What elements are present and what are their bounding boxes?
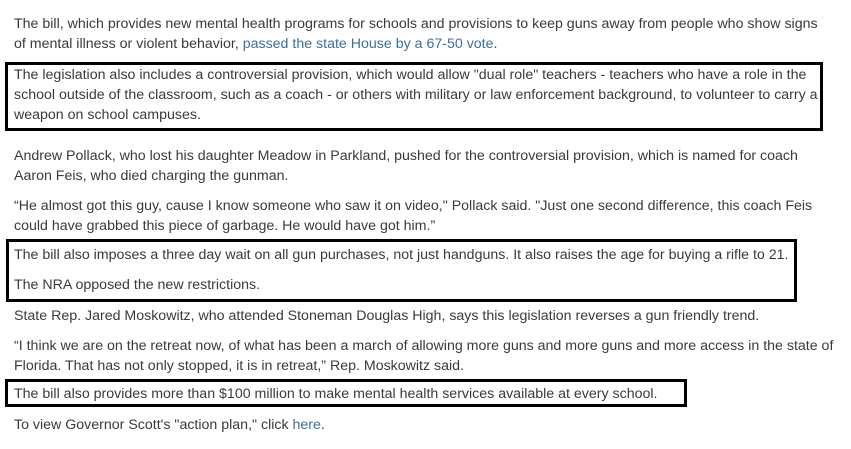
paragraph-nra [14, 275, 260, 295]
text-span: . [493, 36, 498, 52]
text-line: weapon on school campuses. [14, 107, 201, 123]
action-plan-link[interactable]: here [292, 417, 321, 433]
text-line: Andrew Pollack, who lost his daughter Meadow in Parkland, pushed for the controversial provision, which is named for coach [14, 148, 798, 164]
text-line: The bill also provides more than $100 million to make mental health services available at every school. [14, 386, 658, 402]
paragraph-moskowitz-quote [14, 336, 833, 376]
text-line: Florida. That has not only stopped, it is in retreat,” Rep. Moskowitz said. [14, 358, 465, 374]
text-span: To view Governor Scott's "action plan," click [14, 417, 293, 433]
text-span: . [320, 417, 325, 433]
house-vote-link[interactable]: passed the state House by a 67-50 vote [242, 36, 494, 52]
text-line: “I think we are on the retreat now, of what has been a march of allowing more guns and more guns and more access in the state of [14, 338, 834, 354]
paragraph-moskowitz [14, 306, 759, 326]
paragraph-house-vote [14, 14, 818, 54]
text-line: “He almost got this guy, cause I know someone who saw it on video," Pollack said. "Just one second difference, this coach Feis [14, 198, 813, 214]
text-line: The NRA opposed the new restrictions. [14, 277, 261, 293]
text-line: school outside of the classroom, such as a coach - or others with military or law enforcement background, to volunteer to carry a [14, 87, 818, 103]
paragraph-three-day-wait [14, 245, 788, 265]
text-line [14, 415, 325, 435]
text-line: The bill also imposes a three day wait on all gun purchases, not just handguns. It also raises the age for buying a rifle to 21. [14, 247, 789, 263]
text-line: Aaron Feis, who died charging the gunman. [14, 168, 289, 184]
text-line: could have grabbed this piece of garbage. He would have got him.” [14, 218, 436, 234]
paragraph-pollack [14, 146, 798, 186]
text-line: The legislation also includes a controversial provision, which would allow "dual role" teachers - teachers who have a role in the [14, 67, 807, 83]
text-line: State Rep. Jared Moskowitz, who attended Stoneman Douglas High, says this legislation reverses a gun friendly trend. [14, 308, 760, 324]
paragraph-pollack-quote [14, 196, 812, 236]
text-line [14, 34, 818, 54]
paragraph-dual-role [14, 65, 818, 125]
text-span: of mental illness or violent behavior, [14, 36, 243, 52]
text-line: The bill, which provides new mental health programs for schools and provisions to keep guns away from people who show signs [14, 16, 818, 32]
paragraph-mental-health-funding [14, 384, 658, 404]
paragraph-action-plan [14, 415, 325, 435]
